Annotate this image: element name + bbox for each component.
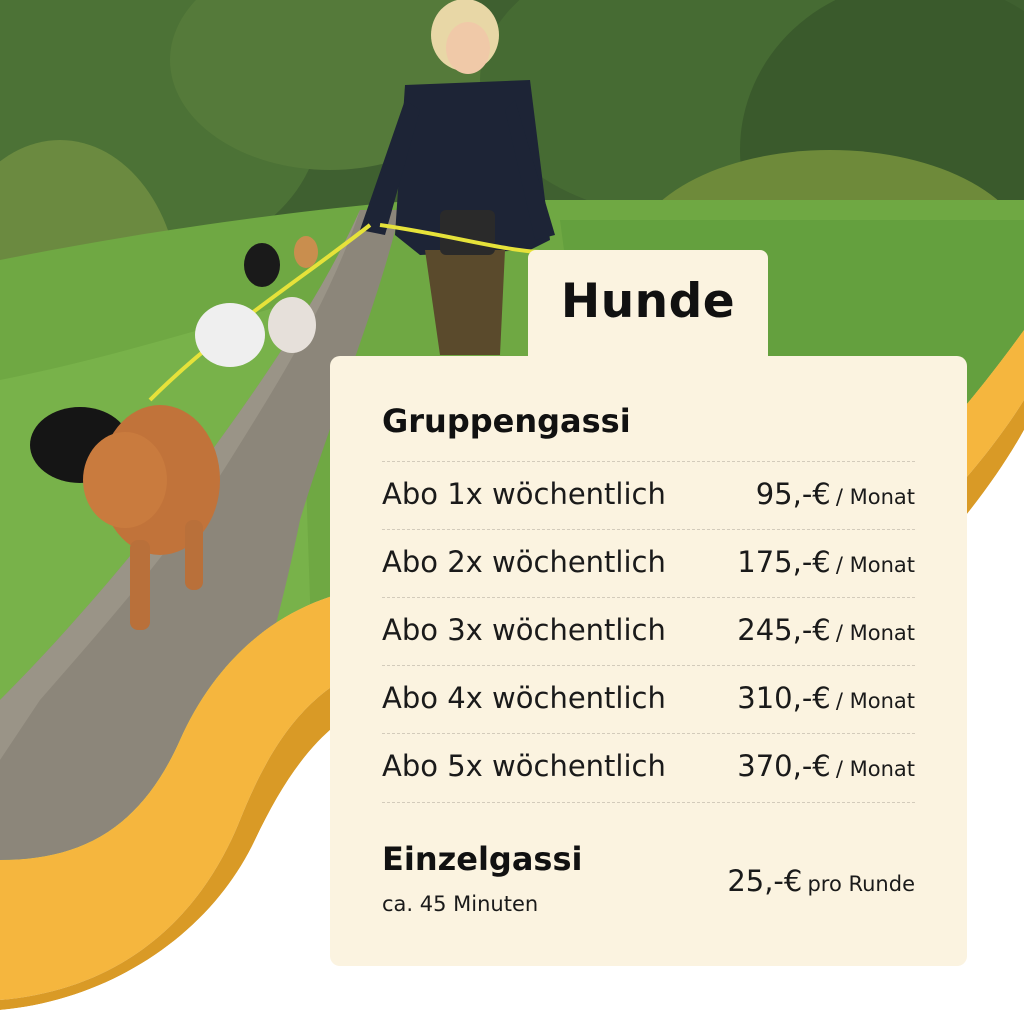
- row-label: Abo 5x wöchentlich: [382, 749, 666, 783]
- price-unit: / Monat: [835, 485, 915, 509]
- price-value: 370,-€: [737, 749, 831, 783]
- price-row: [382, 529, 915, 598]
- row-price: [737, 749, 915, 783]
- price-unit: / Monat: [835, 553, 915, 577]
- price-value: 245,-€: [737, 613, 831, 647]
- group-title: Gruppengassi: [382, 402, 631, 440]
- price-row: [382, 461, 915, 530]
- price-unit: / Monat: [835, 689, 915, 713]
- price-value: 175,-€: [737, 545, 831, 579]
- row-price: [737, 681, 915, 715]
- price-unit: / Monat: [835, 621, 915, 645]
- single-price: [727, 864, 915, 898]
- price-unit: / Monat: [835, 757, 915, 781]
- page-title: Hunde: [560, 274, 736, 329]
- price-card: [330, 356, 967, 966]
- price-unit: pro Runde: [807, 872, 915, 896]
- price-row: [382, 733, 915, 803]
- row-label: Abo 1x wöchentlich: [382, 477, 666, 511]
- price-row: [382, 665, 915, 734]
- row-price: [756, 477, 915, 511]
- row-label: Abo 2x wöchentlich: [382, 545, 666, 579]
- row-label: Abo 3x wöchentlich: [382, 613, 666, 647]
- row-price: [737, 613, 915, 647]
- row-price: [737, 545, 915, 579]
- single-title: Einzelgassi: [382, 840, 583, 878]
- row-label: Abo 4x wöchentlich: [382, 681, 666, 715]
- price-value: 95,-€: [755, 477, 831, 511]
- single-duration: ca. 45 Minuten: [382, 892, 539, 916]
- price-row: [382, 597, 915, 666]
- price-value: 25,-€: [727, 864, 803, 898]
- price-value: 310,-€: [737, 681, 831, 715]
